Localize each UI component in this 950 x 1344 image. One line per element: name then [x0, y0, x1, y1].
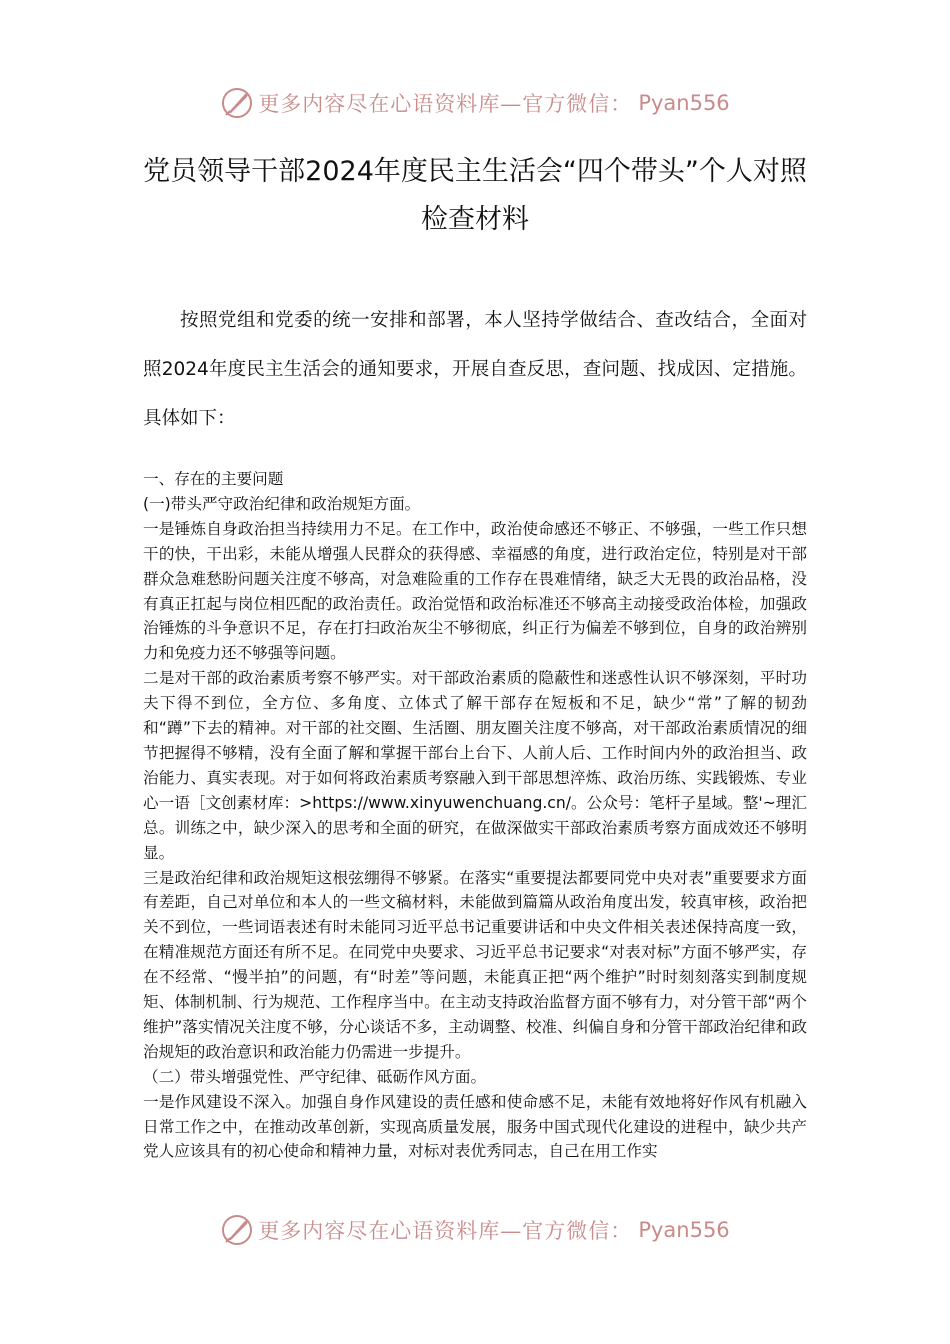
intro-paragraph: 按照党组和党委的统一安排和部署，本人坚持学做结合、查改结合，全面对照2024年度民主生活会的通知要求，开展自查反思，查问题、找成因、定措施。具体如下： [143, 310, 807, 429]
watermark-text: 更多内容尽在心语资料库—官方微信： [258, 92, 633, 116]
footer-watermark [0, 1210, 950, 1250]
watermark-wechat-id: Pyan556 [638, 91, 730, 115]
body-paragraph: 二是对干部的政治素质考察不够严实。对干部政治素质的隐蔽性和迷惑性认识不够深刻，平时功夫下得不到位，全方位、多角度、立体式了解干部存在短板和不足，缺少“常”了解的韧劲和“蹲”下去的精神。对干部的社交圈、生活圈、朋友圈关注度不够高，对干部政治素质情况的细节把握得不够精，没有全面了解和掌握干部台上台下、人前人后、工作时间内外的政治担当、政治能力、真实表现。对于如何将政治素质考察融入到干部思想淬炼、政治历练、实践锻炼、专业心一语［文创素材库：>https://www.xinyuwenchuang.cn/。公众号：笔杆子星域。整'~理汇总。训练之中，缺少深入的思考和全面的研究，在做深做实干部政治素质考察方面成效还不够明显。 [143, 669, 807, 862]
body-paragraph: 三是政治纪律和政治规矩这根弦绷得不够紧。在落实“重要提法都要同党中央对表”重要要求方面有差距，自己对单位和本人的一些文稿材料，未能做到篇篇从政治角度出发，较真审核，政治把关不到位，一些词语表述有时未能同习近平总书记重要讲话和中央文件相关表述保持高度一致，在精准规范方面还有所不足。在同党中央要求、习近平总书记要求“对表对标”方面不够严实，存在不经常、“慢半拍”的问题，有“时差”等问题，未能真正把“两个维护”时时刻刻落实到制度规矩、体制机制、行为规范、工作程序当中。在主动支持政治监督方面不够有力，对分管干部“两个维护”落实情况关注度不够，分心谈话不多，主动调整、校准、纠偏自身和分管干部政治纪律和政治规矩的政治意识和政治能力仍需进一步提升。 [143, 868, 807, 1061]
section-heading: 一、存在的主要问题 [143, 470, 284, 488]
quill-pen-logo-icon [220, 86, 254, 120]
watermark-wechat-id: Pyan556 [638, 1218, 730, 1242]
document-title: 党员领导干部2024年度民主生活会“四个带头”个人对照检查材料 [143, 156, 807, 235]
quill-pen-logo-icon [220, 1213, 254, 1247]
body-paragraph: 一是锤炼自身政治担当持续用力不足。在工作中，政治使命感还不够正、不够强，一些工作只想干的快，干出彩，未能从增强人民群众的获得感、幸福感的角度，进行政治定位，特别是对干部群众急难愁盼问题关注度不够高，对急难险重的工作存在畏难情绪，缺乏大无畏的政治品格，没有真正扛起与岗位相匹配的政治责任。政治觉悟和政治标准还不够高主动接受政治体检，加强政治锤炼的斗争意识不足，存在打扫政治灰尘不够彻底，纠正行为偏差不够到位，自身的政治辨别力和免疫力还不够强等问题。 [143, 519, 807, 663]
document-body [143, 467, 807, 1164]
header-watermark [0, 83, 950, 123]
subsection-heading: (一)带头严守政治纪律和政治规矩方面。 [143, 494, 421, 513]
subsection-heading: （二）带头增强党性、严守纪律、砥砺作风方面。 [143, 1067, 487, 1086]
body-paragraph: 一是作风建设不深入。加强自身作风建设的责任感和使命感不足，未能有效地将好作风有机融入日常工作之中，在推动改革创新，实现高质量发展，服务中国式现代化建设的进程中，缺少共产党人应该具有的初心使命和精神力量，对标对表优秀同志，自己在用工作实 [143, 1092, 807, 1161]
watermark-text: 更多内容尽在心语资料库—官方微信： [258, 1219, 633, 1243]
